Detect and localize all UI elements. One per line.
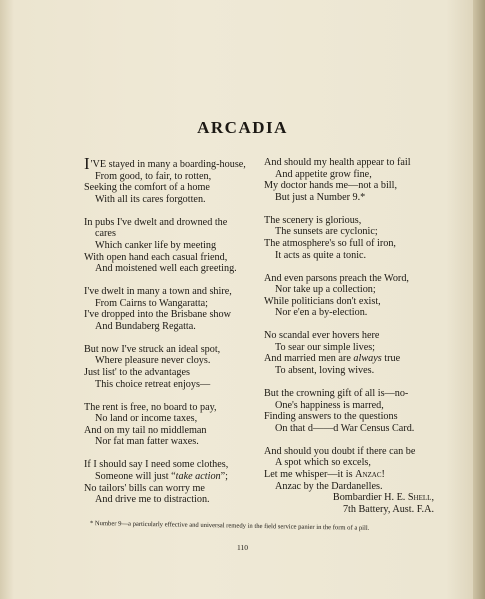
poem-line: And on my tail no middleman bbox=[84, 424, 207, 436]
poem-line: While politicians don't exist, bbox=[264, 295, 381, 307]
poem-line: Seeking the comfort of a home bbox=[84, 182, 210, 194]
signature-name: Bombardier H. E. Shell, bbox=[332, 492, 434, 503]
signature-unit: 7th Battery, Aust. F.A. bbox=[342, 503, 434, 515]
stanza bbox=[84, 217, 254, 275]
poem-line: The rent is free, no board to pay, bbox=[84, 401, 217, 413]
poem-line: From good, to fair, to rotten, bbox=[95, 170, 212, 182]
poem-line: And married men are always true bbox=[264, 353, 401, 365]
poem-line: Let me whisper—it is Anzac! bbox=[264, 469, 385, 481]
drop-cap: I bbox=[84, 154, 90, 173]
poem-line: I'VE stayed in many a boarding-house, bbox=[84, 154, 246, 173]
poem-line: On that d——d War Census Card. bbox=[275, 422, 415, 434]
poem-line: And appetite grow fine, bbox=[275, 168, 372, 180]
poem-line: A spot which so excels, bbox=[275, 457, 371, 469]
poem-line: cares bbox=[95, 228, 116, 240]
footnote: * Number 9—a particularly effective and universal remedy in the field service panier in the form of a pill. bbox=[89, 520, 370, 532]
poem-line: Nor fat man fatter waxes. bbox=[95, 436, 199, 448]
drop-cap-rest: 'VE bbox=[90, 159, 107, 170]
poem-line: My doctor hands me—not a bill, bbox=[264, 180, 397, 192]
stanza bbox=[84, 459, 254, 505]
poem-line: No scandal ever hovers here bbox=[264, 330, 380, 342]
stanza bbox=[84, 154, 254, 205]
poem-title: ARCADIA bbox=[197, 118, 288, 137]
page-gutter-shadow bbox=[473, 0, 485, 599]
poem-line: With open hand each casual friend, bbox=[84, 251, 228, 263]
poem-line: But the crowning gift of all is—no- bbox=[264, 388, 409, 400]
stanza bbox=[264, 330, 454, 376]
stanza bbox=[264, 157, 454, 203]
poem-line: From Cairns to Wangaratta; bbox=[95, 297, 209, 309]
poem-line: The sunsets are cyclonic; bbox=[275, 226, 378, 238]
stanza bbox=[84, 344, 254, 390]
poem-line: Which canker life by meeting bbox=[95, 239, 217, 251]
poem-line: No land or income taxes, bbox=[95, 413, 198, 425]
poem-line: This choice retreat enjoys— bbox=[95, 378, 211, 390]
left-column bbox=[84, 154, 254, 517]
right-column bbox=[264, 157, 454, 504]
poem-line: But now I've struck an ideal spot, bbox=[84, 343, 221, 355]
poem-line: No tailors' bills can worry me bbox=[84, 482, 205, 494]
signature bbox=[264, 492, 434, 515]
poem-line: To sear our simple lives; bbox=[275, 341, 376, 353]
poem-line: Just list' to the advantages bbox=[84, 367, 190, 379]
poem-line: Someone will just “take action”; bbox=[95, 471, 228, 483]
poem-line: I've dwelt in many a town and shire, bbox=[84, 286, 232, 298]
poem-line: With all its cares forgotten. bbox=[95, 193, 206, 205]
poem-line: In pubs I've dwelt and drowned the bbox=[84, 216, 228, 228]
poem-line: And moistened well each greeting. bbox=[95, 263, 237, 275]
poem-line: The scenery is glorious, bbox=[264, 214, 362, 226]
poem-line: And should you doubt if there can be bbox=[264, 445, 416, 457]
poem-line: Anzac by the Dardanelles. bbox=[275, 480, 383, 492]
poem-line: Nor e'en a by-election. bbox=[275, 307, 368, 319]
poem-line: And drive me to distraction. bbox=[95, 494, 210, 506]
stanza bbox=[264, 273, 454, 319]
stanza bbox=[84, 286, 254, 332]
poem-line: And even parsons preach the Word, bbox=[264, 272, 409, 284]
poem-line: And Bundaberg Regatta. bbox=[95, 320, 196, 332]
poem-line: I've dropped into the Brisbane show bbox=[84, 309, 231, 321]
poem-line: One's happiness is marred, bbox=[275, 399, 384, 411]
poem-line: Where pleasure never cloys. bbox=[95, 355, 211, 367]
poem-line: But just a Number 9.* bbox=[275, 191, 366, 203]
stanza bbox=[264, 215, 454, 261]
poem-line: If I should say I need some clothes, bbox=[84, 459, 229, 471]
stanza bbox=[84, 402, 254, 448]
page-number: 110 bbox=[237, 543, 248, 552]
poem-line: And should my health appear to fail bbox=[264, 157, 411, 168]
poem-line: Finding answers to the questions bbox=[264, 411, 398, 423]
poem-line: It acts as quite a tonic. bbox=[275, 249, 367, 261]
poem-line: Nor take up a collection; bbox=[275, 284, 376, 296]
stanza bbox=[264, 388, 454, 434]
stanza bbox=[264, 446, 454, 492]
poem-line: To absent, loving wives. bbox=[275, 365, 375, 377]
poem-line: The atmosphere's so full of iron, bbox=[264, 237, 396, 249]
